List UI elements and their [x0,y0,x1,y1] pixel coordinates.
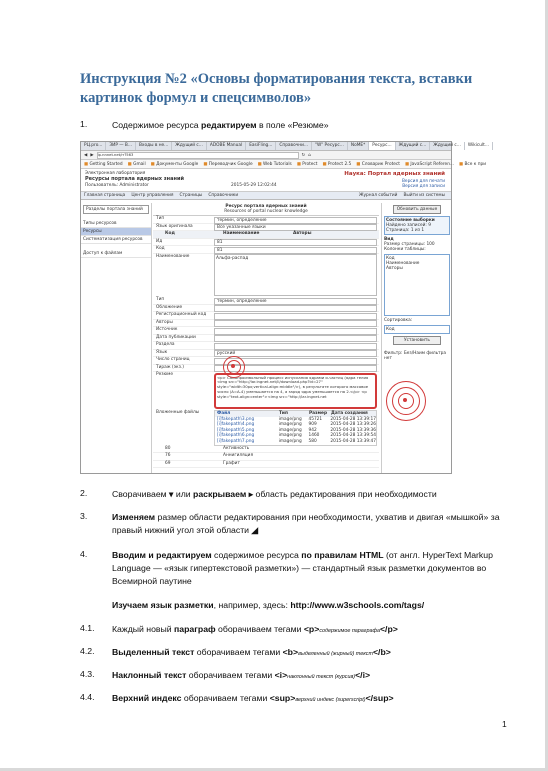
bold-text: http://www.w3schools.com/tags/ [290,600,425,610]
bold-text: <i> [274,670,288,680]
list-header [153,231,379,239]
sidebar-item[interactable]: Доступ к файлам [81,250,151,258]
columns-title: Колонки таблицы: [384,247,426,252]
bookmark-item[interactable]: ■ Словарик Protect [356,162,400,167]
refresh-icon[interactable]: ↻ [301,152,306,158]
bold-text: Изучаем язык разметки [112,600,214,610]
form-caption [153,203,379,216]
form-row [153,239,379,247]
field-input[interactable]: 81 [214,247,377,254]
bold-text: Изменяем [112,512,156,522]
menu-item[interactable]: Главная страница [84,193,126,198]
file-row[interactable] [215,439,376,445]
columns-list[interactable] [384,254,450,316]
instruction-item [112,623,512,638]
bold-text: </p> [379,624,398,634]
bold-text: Выделенный текст [112,647,195,657]
file-type: image/png [278,422,302,428]
col-header[interactable]: Файл [217,411,231,416]
bold-text: ◢ [251,525,259,535]
page-number: 1 [502,719,507,729]
item-number: 1. [80,119,88,129]
bold-text: Вводим и редактируем [112,550,212,560]
instruction-item [112,511,512,537]
datetime: 2015-05-29 12:02:44 [231,183,277,188]
browser-tab[interactable]: ЗИР — В... [106,142,136,150]
item-number: 2. [80,488,88,498]
file-size: 1460 [308,433,320,439]
summary-editor[interactable]: <p> Самопроизвольный процесс испускания ядрами α-частиц (ядра гелия <img src="http://lar.ingnet.net/ii/download.php?id=27" style="width:30px;vertical-align:middle"/>), в результате которого массовое число (A=A-4) уменьшается на 4, а заряд ядра уменьшается на 2.</p> <p style="text-align:center"><img src="http://lar.ingnet.net [214,373,377,409]
field-label: Код [156,246,165,251]
bold-text: <sup> [269,693,296,703]
text-run: размер области редактирования при необходимости, ухватив и двигая «мышкой» за правый нижний угол этой области [112,512,500,535]
bold-text: Наклонный текст [112,670,187,680]
file-date: 2015-04-28 13:39:17 [330,416,376,422]
form-row [153,246,379,254]
item-number: 3. [80,511,88,521]
sidebar-item-selected[interactable]: Ресурсы [81,228,151,236]
app-sidebar [81,203,152,473]
field-label: Наименование [156,253,190,259]
field-label: Вложенные файлы [156,409,200,415]
filter-label: Фильтр: Без/Наим фильтра нет [384,351,447,361]
sort-title: Сортировка: [384,318,413,323]
row-code: 69 [165,460,171,466]
browser-tab[interactable]: РЦ.pro... [81,142,106,150]
text-run: или [173,489,194,499]
name-textarea[interactable]: Альфа-распад [214,254,377,296]
list-row[interactable] [153,446,379,454]
browser-tab[interactable]: Ждущий с... [172,142,207,150]
org-name: Электронная лаборатория [85,171,146,176]
column-option[interactable]: Наименование [386,261,420,266]
back-icon[interactable]: ◀ [84,152,88,158]
browser-tab[interactable]: Ждущий с... [396,142,431,150]
form-row [153,216,379,224]
url-input[interactable]: ip.nnnet.net/rr?563 [97,152,299,159]
sidebar-item[interactable]: Разделы портала знаний [83,205,149,214]
file-link[interactable]: [i]fakepath\7.png [217,438,255,444]
bookmark-item[interactable]: ■ JavaScript Referen... [405,162,454,167]
page-size[interactable]: Размер страницы: 100 [384,242,435,247]
bookmark-item[interactable]: ■ Переводчик Google [203,162,252,167]
text-run: Сворачиваем [112,489,170,499]
text-run: область редактирования при необходимости [253,489,437,499]
home-icon[interactable]: ⌂ [308,152,311,158]
menu-item[interactable]: Справочники [208,193,239,198]
col-header[interactable]: Тип [279,411,288,416]
bold-text: </sup> [365,693,394,703]
menu-item[interactable]: Журнал событий [358,193,398,198]
text-run: (от англ. HyperText Markup Language — «язык гипертекстовой разметки») — стандартный язык разметки документов во Всемирной паутине [112,550,493,586]
app-screenshot [80,141,489,474]
field-label: Язык [156,349,168,355]
row-name[interactable]: Графит [223,460,240,466]
text-run: Содержимое ресурса [112,120,202,130]
example-text: верхний индекс (superscript) [295,697,366,703]
field-label: Регистрационный код [156,312,207,317]
field-select[interactable]: термин, определение [214,217,377,224]
form-caption-ru: Ресурс портала ядерных знаний [225,204,307,209]
bookmark-item[interactable]: ■ Protect 2.5 [322,162,351,167]
field-input[interactable] [214,305,377,312]
row-name[interactable]: Активность [223,445,250,451]
browser-tab[interactable]: ADOBE Manual [207,142,246,150]
field-input[interactable] [214,313,377,320]
found-count: Найдено записей: 9 [386,223,431,228]
form-row [153,305,379,313]
lab-title: Наука: Портал ядерных знаний [344,171,445,177]
instruction-item [112,669,512,684]
col-header[interactable]: Авторы [293,231,312,236]
menu-item[interactable]: Страницы [179,193,203,198]
file-size: 580 [308,438,317,444]
text-run: оборачиваем тегами [181,693,270,703]
form-row [153,365,379,373]
file-date: 2015-04-28 13:39:26 [330,422,376,428]
column-option[interactable]: Код [386,256,395,261]
field-label: Авторы [156,319,173,325]
item-number: 4.3. [80,669,95,679]
form-row [153,312,379,320]
bookmarks-bar [81,160,487,169]
field-label: Источник [156,327,178,332]
menu-item[interactable]: Центр управления [131,193,174,198]
print-link[interactable]: Версия для печати [401,179,445,184]
file-date: 2015-04-28 13:39:54 [330,433,376,439]
item-number: 4.4. [80,692,95,702]
file-type: image/png [278,433,302,439]
bold-text: редактируем [201,120,257,130]
browser-tab[interactable]: Справочни... [276,142,312,150]
col-header[interactable]: Размер [309,411,328,416]
instruction-item [112,488,512,501]
app-header [81,169,451,192]
column-option[interactable]: Авторы [386,266,403,271]
browser-tab-active[interactable]: Ресурс... [369,142,395,150]
resource-form [153,203,379,473]
field-input[interactable] [214,320,377,327]
sidebar-item[interactable]: Систематизация ресурсов [81,236,151,244]
item-number: 4. [80,549,88,559]
col-header[interactable]: Наименование [223,231,260,236]
form-row [153,357,379,365]
form-caption-en: Resources of portal nuclear knowledge [224,209,308,214]
save-link[interactable]: Версия для записи [402,184,445,189]
field-input[interactable]: 81 [214,239,377,246]
bold-text: параграф [174,624,216,634]
field-label: Ид [156,238,163,244]
address-bar [81,151,451,160]
browser-tabbar [81,142,489,151]
bold-text: раскрываем [193,489,247,499]
bold-text: ▸ [248,489,254,499]
file-date: 2015-04-28 13:39:47 [330,438,376,444]
file-size: 942 [308,427,317,433]
field-select[interactable]: Все указанные языки [214,224,377,231]
sort-select[interactable]: Код [384,325,450,334]
user-label: Пользователь: Administrator [85,183,149,188]
state-title: Состояние выборки [386,218,435,223]
example-text: выделенный (жирный) текст [298,651,373,657]
right-panel [381,203,452,473]
page-count: Страница: 1 из 1 [386,228,425,233]
logout-link[interactable]: Выйти из системы [403,193,445,198]
bookmark-item[interactable]: ■ Все к при [459,162,486,167]
forward-icon[interactable]: ▶ [90,152,94,158]
field-label: Дата публикации [156,334,196,340]
bookmark-item[interactable]: ■ Gmail [128,162,146,167]
document-title: Инструкция №2 «Основы форматирования текста, вставки картинок формул и спецсимволов» [80,71,473,106]
text-run: содержимое ресурса [211,550,302,560]
form-row [153,320,379,328]
sidebar-item[interactable]: Типы ресурсов [81,220,151,228]
instruction-item [112,119,512,132]
bold-text: <b> [282,647,299,657]
file-link[interactable]: [i]fakepath\3.png [217,416,255,422]
item-number: 4.2. [80,646,95,656]
file-size: 909 [308,422,317,428]
text-run: в поле «Резюме» [256,120,329,130]
browser-tab[interactable]: Ждущий с... [430,142,465,150]
form-row [153,327,379,335]
apply-button[interactable]: Установить [393,336,441,345]
selection-state-box [384,216,450,235]
file-size: 45721 [308,416,323,422]
example-text: наклонный текст (курсив) [287,674,356,680]
row-code: 76 [165,453,171,459]
bold-text: </i> [355,670,371,680]
text-run: оборачиваем тегами [186,670,275,680]
file-date: 2015-04-28 13:39:36 [330,427,376,433]
bookmark-item[interactable]: ■ Getting Started [84,162,123,167]
field-input[interactable] [214,335,377,342]
text-run: оборачиваем тегами [215,624,304,634]
bold-text: ▾ [169,489,174,499]
field-label: Раздела [156,342,175,347]
browser-tab[interactable]: Wikicult... [465,142,493,150]
header-links [402,179,445,189]
highlight-dot [231,364,235,368]
file-type: image/png [278,416,302,422]
bookmark-item[interactable]: ■ Protect [297,162,318,167]
bold-text: <p> [303,624,320,634]
app-menu [81,192,451,200]
browser-tab[interactable]: "W" Ресурс... [312,142,348,150]
field-input[interactable] [214,328,377,335]
field-select[interactable]: термин, определение [214,298,377,305]
text-run: , например, здесь: [213,600,291,610]
col-header[interactable]: Код [165,231,175,236]
row-name[interactable]: Аннигиляция [223,453,254,459]
text-run: оборачиваем тегами [194,647,283,657]
highlight-dot [403,398,407,402]
app-heading: Ресурсы портала ядерных знаний [85,176,184,182]
field-label: Резюме [156,372,174,377]
browser-tab[interactable]: NoME* [348,142,369,150]
instruction-item [112,692,512,707]
form-row [153,297,379,305]
field-label: Язык оригинала [156,223,193,229]
refresh-data-button[interactable]: Обновить данные [393,205,441,214]
bold-text: </b> [372,647,391,657]
form-row [153,342,379,350]
file-link[interactable]: [i]fakepath\5.png [217,427,255,433]
list-row[interactable] [153,453,379,461]
instruction-item [112,549,512,588]
list-row[interactable] [153,461,379,469]
view-label: Вид [384,237,394,242]
field-label: Тип [156,297,165,302]
form-row [153,335,379,343]
item-number: 4.1. [80,623,95,633]
field-label: Число страниц [156,357,190,362]
field-input[interactable] [214,343,377,350]
col-header[interactable]: Дата создания [331,411,368,416]
browser-tab[interactable]: EasiFling... [246,142,276,150]
field-label: Тираж (экз.) [156,364,184,370]
bookmark-item[interactable]: ■ Web Tutorials [258,162,292,167]
file-type: image/png [278,427,302,433]
field-label: Тип [156,216,165,221]
form-row [153,350,379,358]
instruction-note [112,599,512,612]
field-label: Обложение [156,304,183,310]
instruction-item [112,646,512,661]
bookmark-item[interactable]: ■ Документы Google [151,162,199,167]
browser-tab[interactable]: Входы в не... [136,142,172,150]
field-select[interactable]: русский [214,350,377,357]
bold-text: по правилам HTML [301,550,384,560]
file-link[interactable]: [i]fakepath\6.png [217,433,255,439]
file-type: image/png [278,438,302,444]
example-text: содержимое параграфа [319,628,380,634]
file-link[interactable]: [i]fakepath\4.png [217,422,255,428]
row-code: 80 [165,445,171,451]
files-table [214,410,377,446]
bold-text: Верхний индекс [112,693,182,703]
text-run: Каждый новый [112,624,175,634]
form-row [153,224,379,232]
